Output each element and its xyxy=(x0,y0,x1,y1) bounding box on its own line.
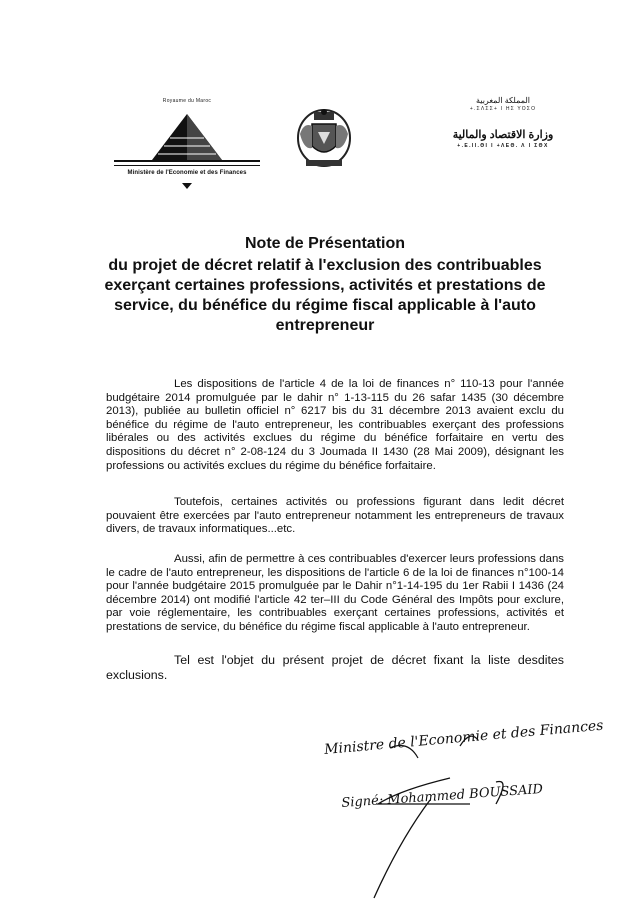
paragraph-2 xyxy=(106,496,564,537)
royal-coat-of-arms-icon xyxy=(294,104,354,170)
paragraph-1 xyxy=(106,378,564,473)
kingdom-name-ar: المملكة المغربية xyxy=(476,96,530,105)
title-subject: du projet de décret relatif à l'exclusion des contribuables exerçant certaines professions, activités et prestations de service, du bénéfice du régime fiscal applicable à l'auto entrepreneur xyxy=(104,257,546,334)
document-title xyxy=(100,234,550,336)
paragraph-3 xyxy=(106,553,564,635)
paragraph-1-text: Les dispositions de l'article 4 de la loi de finances n° 110-13 pour l'année budgétaire 2014 promulguée par le dahir n° 1-13-115 du 26 safar 1435 (30 décembre 2013), publiée au bulletin officiel n° 6217 bis du 31 décembre 2013 avaient exclu du bénéfice du régime de l'auto entrepreneur, les contribuables exerçant des professions libérales ou des activités exclues du régime du bénéfice forfaitaire en vertu des dispositions du décret n° 2-08-124 du 3 Joumada II 1430 (28 Mai 2009), désignant les professions ou activités exclues du régime du bénéfice forfaitaire. xyxy=(106,378,564,472)
header-ministry-block xyxy=(112,98,262,194)
ministry-name-fr: Ministère de l'Economie et des Finances xyxy=(127,170,247,176)
kingdom-name-tifinagh: +.ΣΛΣΣ+ I ΗΣ ΥΟΣΟ xyxy=(469,106,537,112)
title-heading: Note de Présentation xyxy=(244,235,406,252)
signatory-name: Signé: Mohammed BOUSSAID xyxy=(340,781,544,811)
paragraph-4 xyxy=(106,653,564,683)
kingdom-name-fr: Royaume du Maroc xyxy=(162,98,212,104)
paragraph-2-text: Toutefois, certaines activités ou professions figurant dans ledit décret pouvaient être exercées par l'auto entrepreneur notamment les entrepreneurs de travaux divers, de travaux informatiques...etc. xyxy=(106,496,564,536)
ministry-pyramid-logo-icon xyxy=(112,108,262,170)
signatory-title: Ministre de l'Economie et des Finances xyxy=(323,717,605,758)
header-arabic-block xyxy=(448,96,558,149)
paragraph-3-text: Aussi, afin de permettre à ces contribuables d'exercer leurs professions dans le cadre de l'auto entrepreneur, les dispositions de l'article 6 de la loi de finances n°100-14 pour l'année budgétaire 2015 promulguée par le Dahir n°1-14-195 du 1er Rabii I 1436 (24 décembre 2014) ont modifié l'article 42 ter–III du Code Général des Impôts pour exclure, par voie réglementaire, les contribuables exerçant certaines professions, activités et prestations de service, du bénéfice du régime fiscal applicable à l'auto entrepreneur. xyxy=(106,553,564,633)
ministry-name-tifinagh: +.Ε.ΙΙ.ΘΙ I +ΛΕΘ. Λ I ΣΘΧ xyxy=(457,143,549,149)
paragraph-4-text: Tel est l'objet du présent projet de décret fixant la liste desdites exclusions. xyxy=(106,653,564,682)
ministry-underline-icon xyxy=(112,183,262,189)
ministry-name-ar: وزارة الاقتصاد والمالية xyxy=(452,129,554,141)
